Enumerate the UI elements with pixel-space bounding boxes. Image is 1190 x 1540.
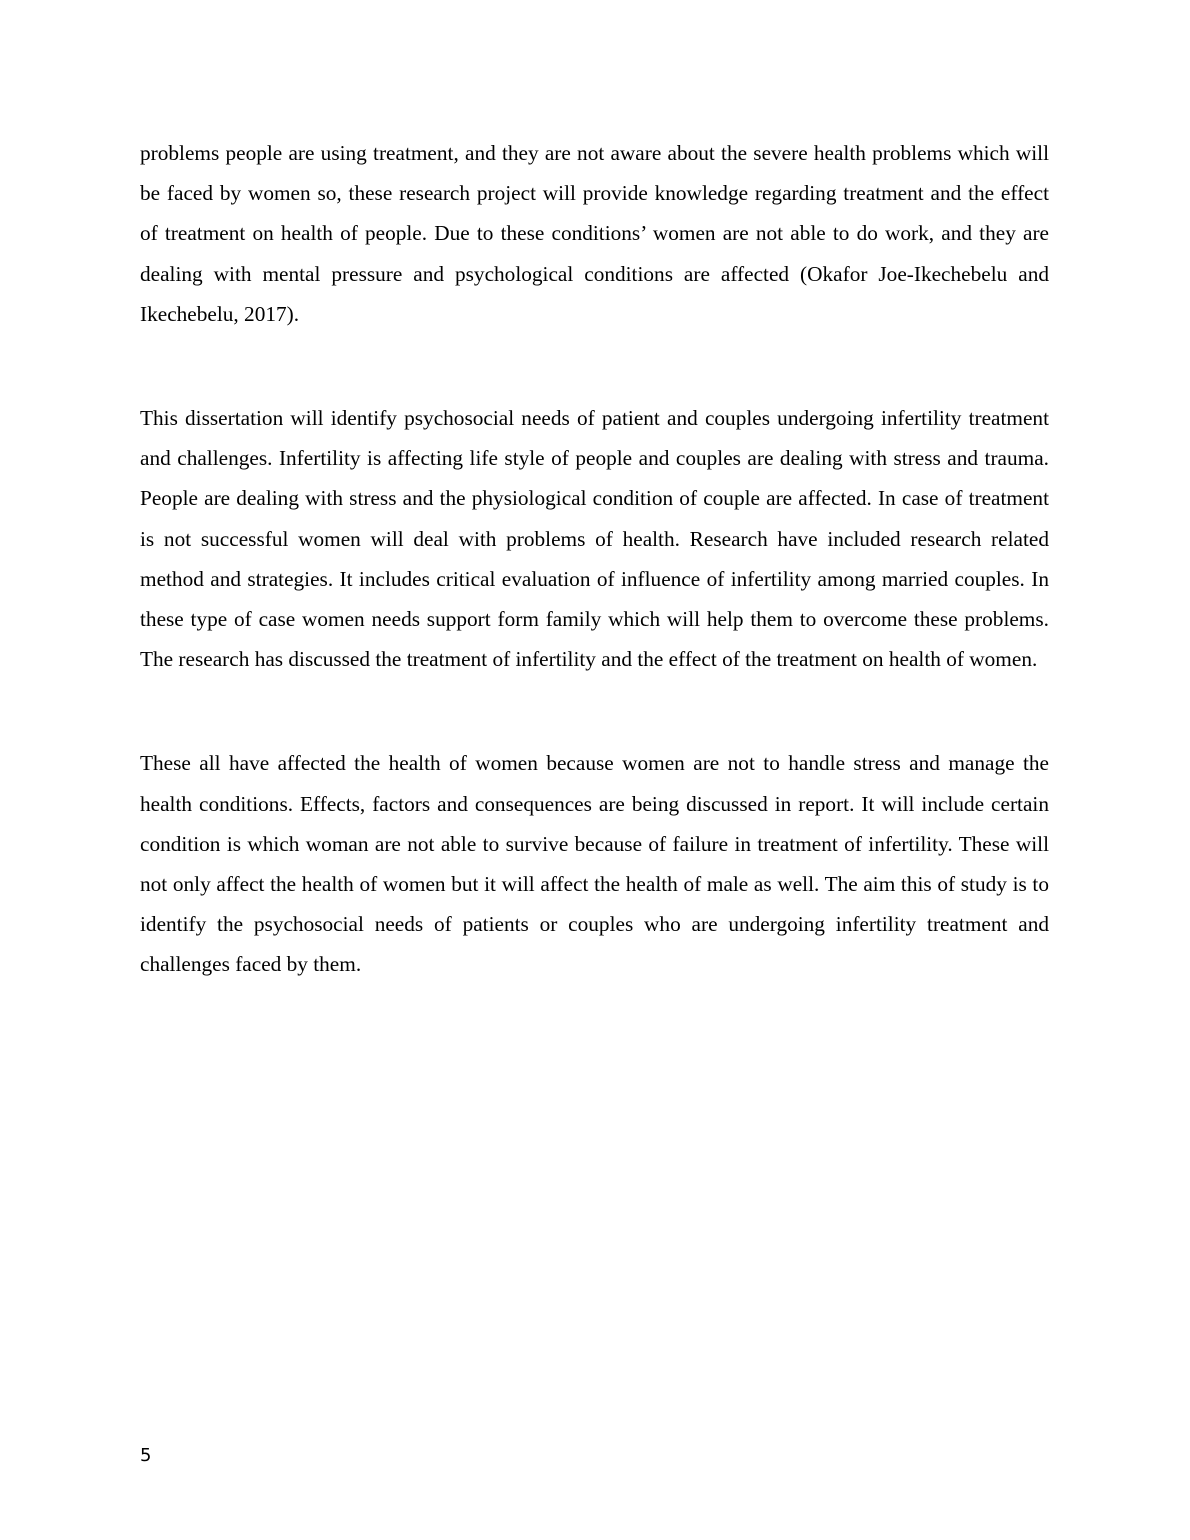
body-text (140, 133, 1049, 985)
page-number: 5 (140, 1445, 152, 1466)
paragraph-2: This dissertation will identify psychosocial needs of patient and couples undergoing infertility treatment and challenges. Infertility is affecting life style of people and couples are dealing with stress and trauma. People are dealing with stress and the physiological condition of couple are affected. In case of treatment is not successful women will deal with problems of health. Research have included research related method and strategies. It includes critical evaluation of influence of infertility among married couples. In these type of case women needs support form family which will help them to overcome these problems. The research has discussed the treatment of infertility and the effect of the treatment on health of women. (140, 406, 1049, 672)
paragraph-1: problems people are using treatment, and they are not aware about the severe health problems which will be faced by women so, these research project will provide knowledge regarding treatment and the effect of treatment on health of people. Due to these conditions’ women are not able to do work, and they are dealing with mental pressure and psychological conditions are affected (Okafor Joe-Ikechebelu and Ikechebelu, 2017). (140, 141, 1049, 326)
paragraph-3: These all have affected the health of women because women are not to handle stress and manage the health conditions. Effects, factors and consequences are being discussed in report. It will include certain condition is which woman are not able to survive because of failure in treatment of infertility. These will not only affect the health of women but it will affect the health of male as well. The aim this of study is to identify the psychosocial needs of patients or couples who are undergoing infertility treatment and challenges faced by them. (140, 751, 1049, 977)
